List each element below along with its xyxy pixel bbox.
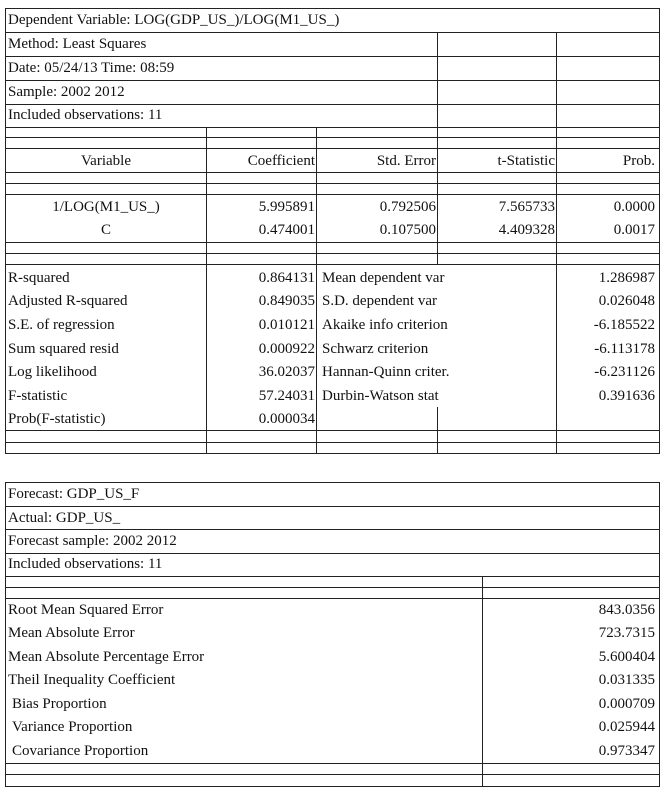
- dependent-variable-line: Dependent Variable: LOG(GDP_US_)/LOG(M1_US_): [8, 12, 340, 28]
- row-t-statistic: 4.409328: [498, 222, 555, 238]
- stat-value-2: 0.391636: [598, 388, 655, 404]
- forecast-stat-label: Root Mean Squared Error: [8, 602, 164, 618]
- row-variable: C: [100, 222, 111, 238]
- forecast-stat-label: Mean Absolute Percentage Error: [8, 649, 205, 665]
- stat-label: F-statistic: [8, 388, 68, 404]
- stat-value-2: 0.026048: [598, 293, 655, 309]
- forecast-stat-value: 0.025944: [598, 719, 655, 735]
- forecast-observations-line: Included observations: 11: [8, 556, 163, 572]
- forecast-stat-value: 0.031335: [598, 672, 655, 688]
- column-header-prob: Prob.: [622, 153, 655, 169]
- stat-label: Log likelihood: [8, 364, 97, 380]
- row-std-error: 0.107500: [379, 222, 436, 238]
- stat-value-2: 1.286987: [598, 270, 655, 286]
- column-header-t-statistic: t-Statistic: [497, 153, 555, 169]
- stat-label-2: Hannan-Quinn criter.: [322, 364, 450, 380]
- stat-label: Adjusted R-squared: [8, 293, 128, 309]
- forecast-name-line: Forecast: GDP_US_F: [8, 486, 140, 502]
- stat-label: Sum squared resid: [8, 341, 119, 357]
- stat-label: Prob(F-statistic): [8, 411, 106, 427]
- forecast-stat-value: 0.000709: [598, 696, 655, 712]
- stat-value: 36.02037: [258, 364, 315, 380]
- column-header-variable: Variable: [81, 153, 131, 169]
- forecast-stat-value: 0.973347: [598, 743, 655, 759]
- forecast-stat-label: Theil Inequality Coefficient: [8, 672, 176, 688]
- stat-value: 0.849035: [258, 293, 315, 309]
- column-header-std-error: Std. Error: [376, 153, 436, 169]
- row-coefficient: 0.474001: [258, 222, 315, 238]
- stat-value: 0.000922: [258, 341, 315, 357]
- row-prob: 0.0000: [613, 199, 655, 215]
- method-line: Method: Least Squares: [8, 36, 147, 52]
- actual-line: Actual: GDP_US_: [8, 510, 121, 526]
- forecast-sample-line: Forecast sample: 2002 2012: [8, 533, 177, 549]
- row-coefficient: 5.995891: [258, 199, 315, 215]
- stat-value-2: -6.113178: [594, 341, 655, 357]
- stat-label: R-squared: [8, 270, 70, 286]
- forecast-stat-value: 5.600404: [598, 649, 655, 665]
- stat-value-2: -6.231126: [594, 364, 655, 380]
- row-std-error: 0.792506: [379, 199, 436, 215]
- date-line: Date: 05/24/13 Time: 08:59: [8, 60, 175, 76]
- sample-line: Sample: 2002 2012: [8, 84, 125, 100]
- forecast-stat-label: Variance Proportion: [12, 719, 133, 735]
- observations-line: Included observations: 11: [8, 107, 163, 123]
- forecast-stat-label: Mean Absolute Error: [8, 625, 135, 641]
- row-variable: 1/LOG(M1_US_): [52, 199, 160, 215]
- stat-label-2: Akaike info criterion: [322, 317, 448, 333]
- row-t-statistic: 7.565733: [498, 199, 555, 215]
- column-header-coefficient: Coefficient: [247, 153, 315, 169]
- stat-value: 0.010121: [258, 317, 315, 333]
- stat-label: S.E. of regression: [8, 317, 115, 333]
- stat-value: 57.24031: [258, 388, 315, 404]
- forecast-stat-value: 843.0356: [598, 602, 655, 618]
- stat-label-2: Schwarz criterion: [322, 341, 429, 357]
- forecast-stat-label: Bias Proportion: [12, 696, 107, 712]
- stat-label-2: S.D. dependent var: [322, 293, 437, 309]
- row-prob: 0.0017: [613, 222, 655, 238]
- stat-label-2: Mean dependent var: [322, 270, 445, 286]
- stat-value-2: -6.185522: [593, 317, 655, 333]
- stat-label-2: Durbin-Watson stat: [322, 388, 439, 404]
- stat-value: 0.864131: [258, 270, 315, 286]
- forecast-stat-value: 723.7315: [598, 625, 655, 641]
- stat-value: 0.000034: [258, 411, 315, 427]
- forecast-stat-label: Covariance Proportion: [12, 743, 149, 759]
